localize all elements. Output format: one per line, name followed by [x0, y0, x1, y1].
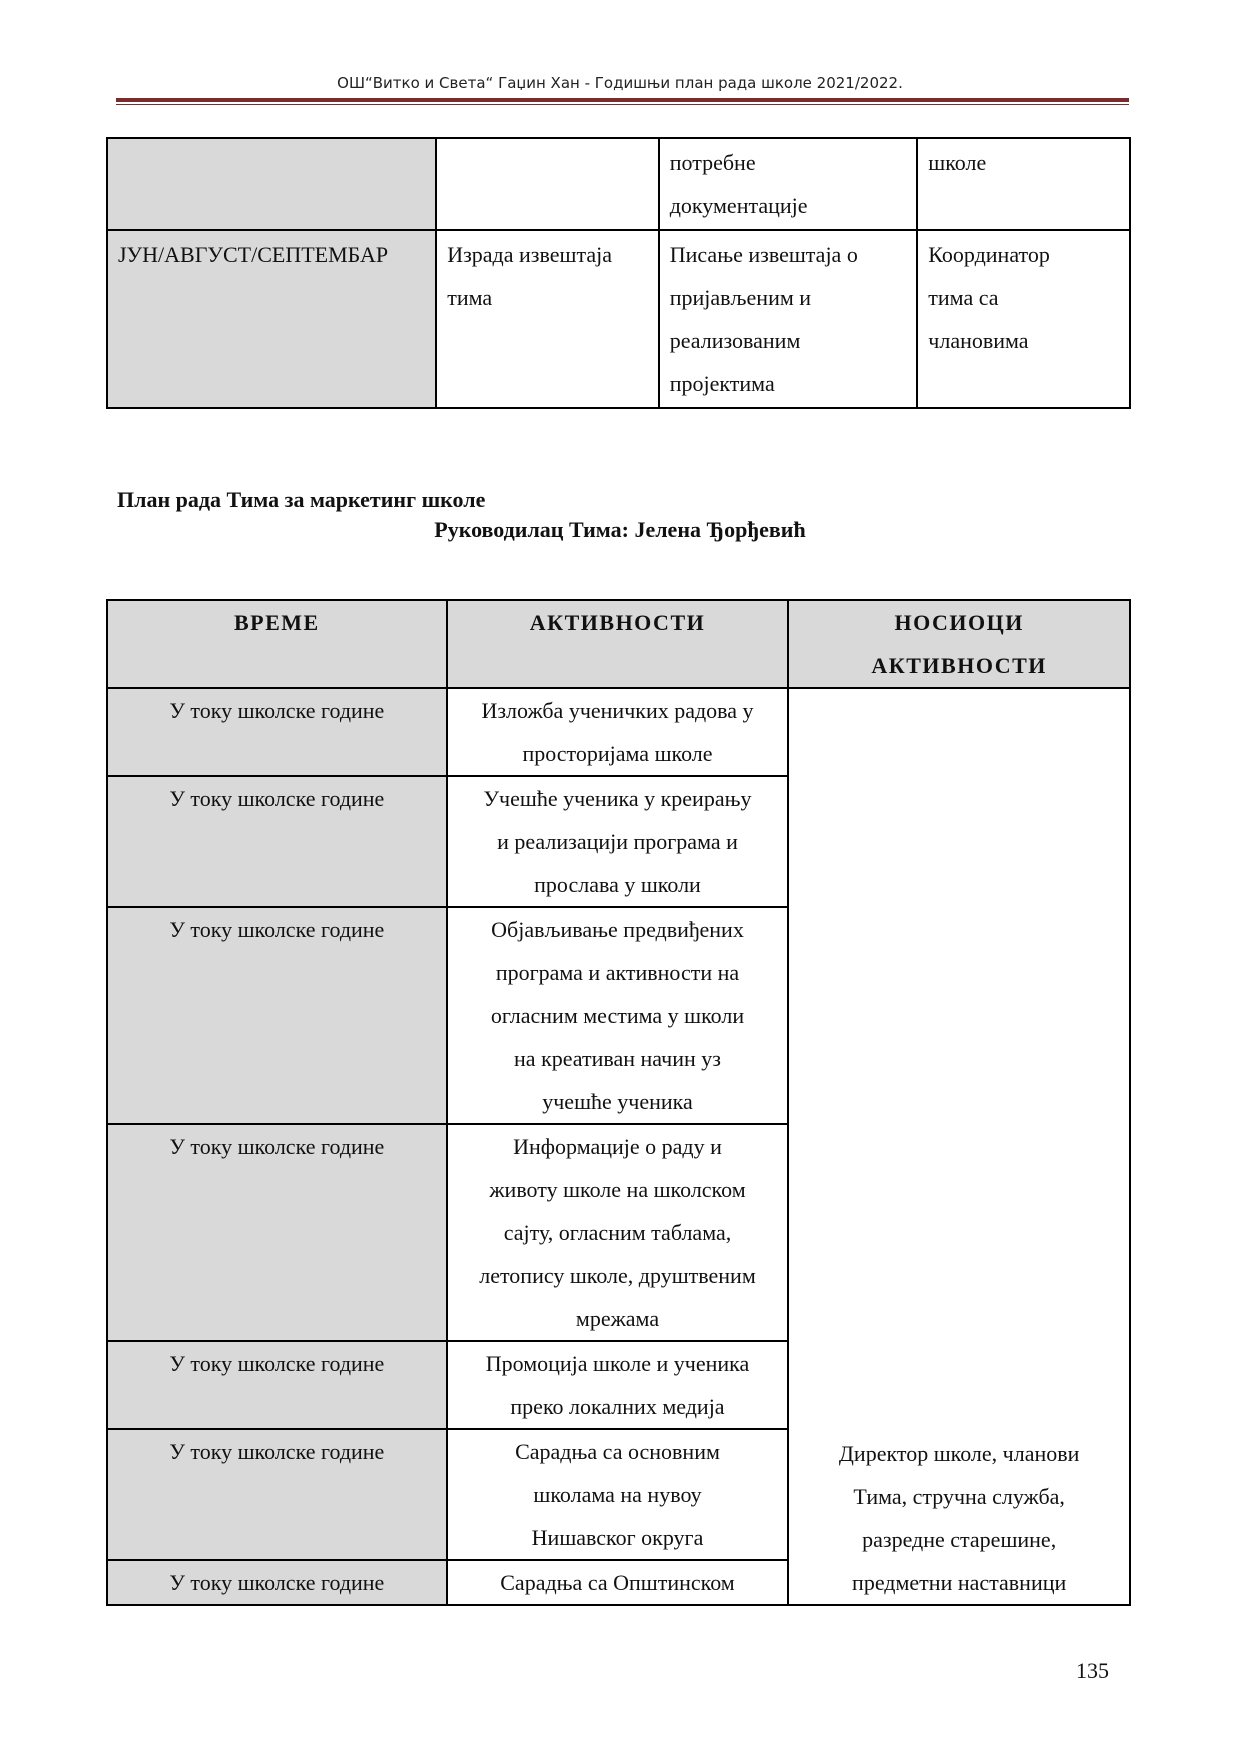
cell-line: Писање извештаја о: [669, 242, 858, 267]
cell-line: сајту, огласним таблама,: [503, 1220, 732, 1245]
cell-line: огласним местима у школи: [490, 1003, 745, 1028]
cell-line: животу школе на школском: [489, 1177, 746, 1202]
table-cell-carriers: [788, 688, 1130, 1605]
cell-line: Учешће ученика у креирању: [483, 786, 752, 811]
cell-line: предметни наставници: [852, 1570, 1067, 1595]
cell-line: пријављеним и: [669, 285, 812, 310]
table-cell-time: У току школске године: [107, 907, 447, 1124]
header-rule-thin: [116, 104, 1129, 105]
cell-line: летопису школе, друштвеним: [479, 1263, 756, 1288]
table-cell-time: ЈУН/АВГУСТ/СЕПТЕМБАР: [107, 230, 436, 408]
previous-team-plan-table: [106, 137, 1131, 409]
cell-line: Објављивање предвиђених: [491, 917, 744, 942]
cell-line: школе: [928, 150, 987, 175]
cell-line: просторијама школе: [522, 741, 713, 766]
cell-line: тима: [447, 285, 493, 310]
table-row: [107, 230, 1130, 408]
cell-line: Нишавског округа: [531, 1525, 704, 1550]
cell-line: Промоција школе и ученика: [485, 1351, 750, 1376]
cell-line: школама на нувоу: [533, 1482, 702, 1507]
cell-line: потребне: [669, 150, 756, 175]
column-header-activities: АКТИВНОСТИ: [447, 600, 789, 688]
cell-line: Сарадња са Општинском: [500, 1570, 735, 1595]
cell-line: Израда извештаја: [447, 242, 612, 267]
table-cell-carrier: [917, 138, 1130, 230]
cell-line: Сарадња са основним: [515, 1439, 720, 1464]
cell-line: члановима: [928, 328, 1029, 353]
cell-line: разредне старешине,: [862, 1527, 1057, 1552]
cell-line: прослава у школи: [534, 872, 701, 897]
table-cell-time: [107, 138, 436, 230]
cell-line: Директор школе, чланови: [838, 1441, 1080, 1466]
cell-line: учешће ученика: [542, 1089, 693, 1114]
cell-line: реализованим: [669, 328, 801, 353]
cell-line: Изложба ученичких радова у: [481, 698, 754, 723]
cell-line: мрежама: [575, 1306, 660, 1331]
cell-line: документације: [669, 193, 808, 218]
table-cell-time: У току школске године: [107, 776, 447, 907]
column-header-carriers: [788, 600, 1130, 688]
cell-line: Тима, стручна служба,: [853, 1484, 1065, 1509]
column-header-time: ВРЕМЕ: [107, 600, 447, 688]
table-cell-activity: [436, 138, 659, 230]
table-cell-activity: [447, 688, 789, 776]
cell-line: и реализацији програма и: [497, 829, 738, 854]
table-cell-time: У току школске године: [107, 1341, 447, 1429]
header-line: НОСИОЦИ: [894, 610, 1024, 635]
header-rule-thick: [116, 98, 1129, 102]
team-leader: Руководилац Тима: Јелена Ђорђевић: [434, 517, 806, 542]
table-cell-time: У току школске године: [107, 688, 447, 776]
cell-line: Координатор: [928, 242, 1050, 267]
table-cell-activity: [447, 1124, 789, 1341]
cell-line: преко локалних медија: [510, 1394, 725, 1419]
table-cell-carrier: [917, 230, 1130, 408]
table-cell-activity: [447, 907, 789, 1124]
table-cell-activity: [447, 776, 789, 907]
table-cell-time: У току школске године: [107, 1429, 447, 1560]
cell-line: тима са: [928, 285, 999, 310]
table-cell-description: [659, 230, 918, 408]
cell-line: Информације о раду и: [513, 1134, 722, 1159]
cell-line: програма и активности на: [495, 960, 740, 985]
table-cell-activity: [447, 1560, 789, 1605]
table-row: [107, 688, 1130, 776]
table-cell-time: У току школске године: [107, 1124, 447, 1341]
cell-line: на креативан начин уз: [514, 1046, 721, 1071]
table-cell-activity: [436, 230, 659, 408]
table-row: [107, 138, 1130, 230]
cell-line: пројектима: [669, 371, 775, 396]
table-header-row: [107, 600, 1130, 688]
table-cell-activity: [447, 1429, 789, 1560]
table-cell-activity: [447, 1341, 789, 1429]
header-line: АКТИВНОСТИ: [871, 653, 1047, 678]
marketing-team-plan-table: [106, 599, 1131, 1606]
running-header: ОШ“Витко и Света“ Гаџин Хан - Годишњи план рада школе 2021/2022.: [337, 74, 903, 92]
table-cell-time: У току школске године: [107, 1560, 447, 1605]
table-cell-description: [659, 138, 918, 230]
page-number: 135: [1076, 1658, 1109, 1683]
section-title: План рада Тима за маркетинг школе: [117, 487, 486, 512]
